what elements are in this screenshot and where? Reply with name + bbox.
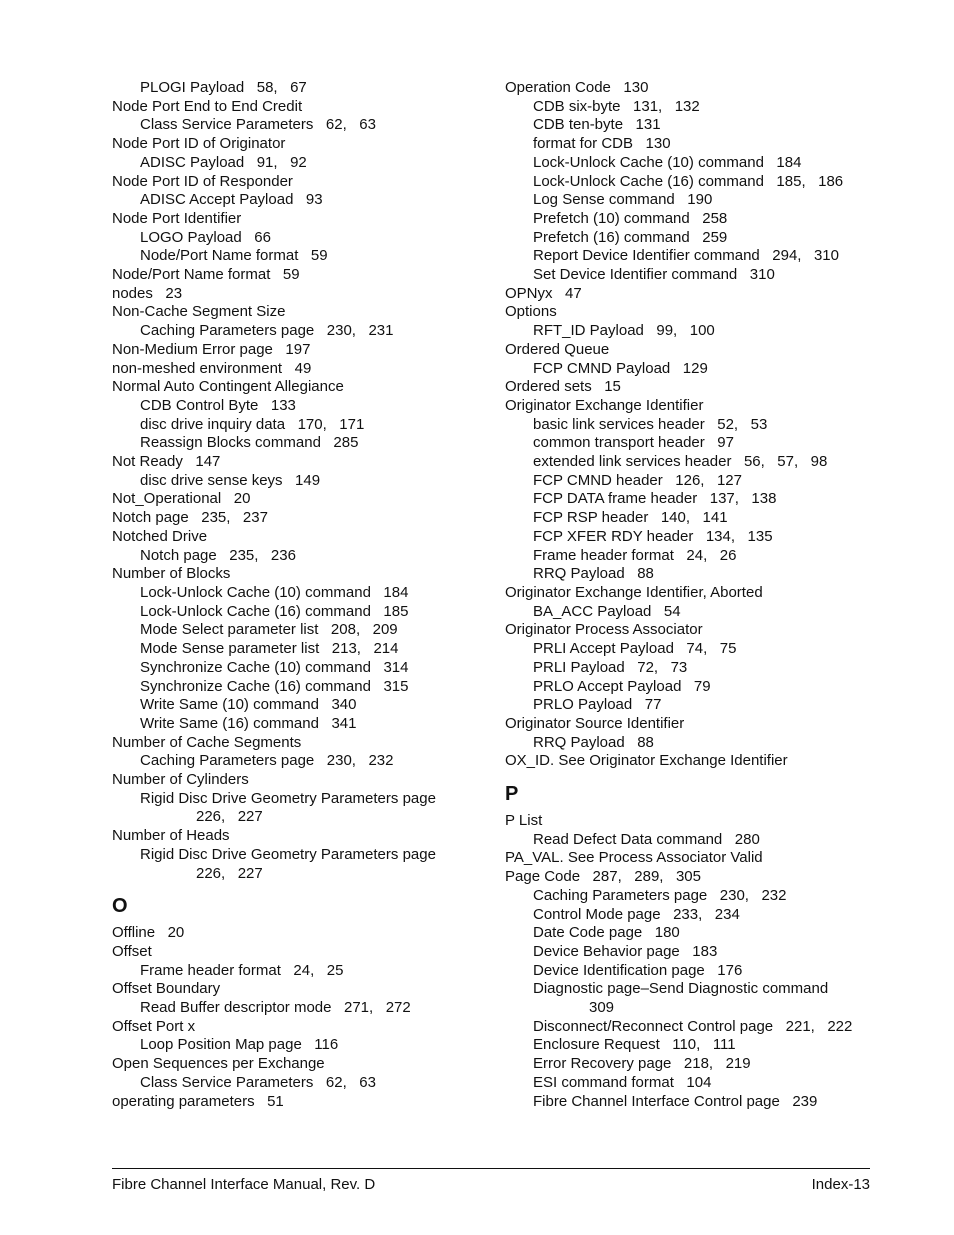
index-sub-entry: CDB ten-byte 131	[533, 116, 661, 134]
index-sub-entry: RFT_ID Payload 99, 100	[533, 322, 715, 340]
index-sub-entry: ADISC Accept Payload 93	[140, 191, 323, 209]
section-letter-heading: P	[505, 783, 519, 806]
index-sub-entry: Class Service Parameters 62, 63	[140, 116, 376, 134]
index-sub-entry: Lock-Unlock Cache (16) command 185, 186	[533, 172, 844, 190]
index-sub-entry: 226, 227	[196, 864, 263, 882]
index-sub-entry: Loop Position Map page 116	[140, 1036, 339, 1054]
index-sub-entry: Mode Sense parameter list 213, 214	[140, 640, 399, 658]
index-sub-entry: Write Same (16) command 341	[140, 714, 357, 732]
index-main-entry: Offset	[112, 942, 152, 960]
index-main-entry: Notched Drive	[112, 527, 208, 545]
index-sub-entry: disc drive inquiry data 170, 171	[140, 415, 365, 433]
index-sub-entry: FCP DATA frame header 137, 138	[533, 490, 777, 508]
index-sub-entry: PLOGI Payload 58, 67	[140, 79, 307, 96]
index-sub-entry: Synchronize Cache (16) command 315	[140, 677, 409, 695]
index-main-entry: Originator Process Associator	[505, 621, 703, 639]
index-main-entry: Node Port Identifier	[112, 209, 242, 227]
index-main-entry: P List	[505, 812, 543, 830]
index-sub-entry: Error Recovery page 218, 219	[533, 1055, 751, 1073]
index-sub-entry: LOGO Payload 66	[140, 228, 271, 246]
index-column-right	[505, 79, 875, 1111]
index-sub-entry: Caching Parameters page 230, 231	[140, 322, 394, 340]
index-sub-entry: Set Device Identifier command 310	[533, 266, 775, 284]
index-sub-entry: disc drive sense keys 149	[140, 471, 321, 489]
index-sub-entry: Read Defect Data command 280	[533, 830, 760, 848]
index-sub-entry: Enclosure Request 110, 111	[533, 1036, 736, 1054]
index-sub-entry: 309	[589, 999, 615, 1017]
footer-page-number: Index-13	[811, 1176, 870, 1193]
index-sub-entry: Prefetch (10) command 258	[533, 209, 728, 227]
index-main-entry: Not Ready 147	[112, 453, 221, 471]
index-main-entry: Number of Cache Segments	[112, 733, 302, 751]
index-main-entry: Non-Cache Segment Size	[112, 303, 286, 321]
index-main-entry: Node Port ID of Responder	[112, 172, 293, 190]
index-main-entry: Offset Port x	[112, 1017, 196, 1035]
index-sub-entry: Device Behavior page 183	[533, 942, 718, 960]
index-sub-entry: common transport header 97	[533, 434, 734, 452]
index-sub-entry: Frame header format 24, 26	[533, 546, 737, 564]
index-sub-entry: Frame header format 24, 25	[140, 961, 344, 979]
index-column-left	[112, 79, 482, 1111]
index-sub-entry: RRQ Payload 88	[533, 733, 654, 751]
index-main-entry: Offset Boundary	[112, 980, 221, 998]
index-sub-entry: Read Buffer descriptor mode 271, 272	[140, 999, 411, 1017]
section-letter-heading: O	[112, 895, 128, 918]
index-main-entry: OX_ID. See Originator Exchange Identifier	[505, 752, 788, 770]
index-sub-entry: Control Mode page 233, 234	[533, 905, 740, 923]
index-main-entry: Ordered sets 15	[505, 378, 621, 396]
index-sub-entry: CDB six-byte 131, 132	[533, 97, 700, 115]
index-sub-entry: Report Device Identifier command 294, 310	[533, 247, 839, 265]
index-sub-entry: basic link services header 52, 53	[533, 415, 768, 433]
index-sub-entry: PRLI Accept Payload 74, 75	[533, 640, 737, 658]
index-sub-entry: Lock-Unlock Cache (10) command 184	[140, 583, 409, 601]
index-sub-entry: Log Sense command 190	[533, 191, 713, 209]
index-main-entry: Operation Code 130	[505, 79, 649, 96]
index-main-entry: Open Sequences per Exchange	[112, 1055, 325, 1073]
index-sub-entry: Prefetch (16) command 259	[533, 228, 728, 246]
index-main-entry: OPNyx 47	[505, 284, 582, 302]
index-sub-entry: Node/Port Name format 59	[140, 247, 328, 265]
index-sub-entry: Caching Parameters page 230, 232	[140, 752, 394, 770]
index-main-entry: Normal Auto Contingent Allegiance	[112, 378, 344, 396]
index-main-entry: Number of Cylinders	[112, 771, 249, 789]
index-main-entry: Originator Exchange Identifier, Aborted	[505, 583, 763, 601]
index-main-entry: Number of Blocks	[112, 565, 231, 583]
index-sub-entry: RRQ Payload 88	[533, 565, 654, 583]
index-main-entry: nodes 23	[112, 284, 183, 302]
index-main-entry: Number of Heads	[112, 827, 230, 845]
index-sub-entry: Date Code page 180	[533, 924, 680, 942]
index-sub-entry: Lock-Unlock Cache (10) command 184	[533, 153, 802, 171]
index-sub-entry: PRLO Payload 77	[533, 696, 662, 714]
index-main-entry: Non-Medium Error page 197	[112, 340, 311, 358]
index-sub-entry: Synchronize Cache (10) command 314	[140, 658, 409, 676]
index-sub-entry: Diagnostic page–Send Diagnostic command	[533, 980, 829, 998]
index-sub-entry: Reassign Blocks command 285	[140, 434, 359, 452]
index-sub-entry: FCP XFER RDY header 134, 135	[533, 527, 773, 545]
index-sub-entry: CDB Control Byte 133	[140, 396, 296, 414]
index-sub-entry: ESI command format 104	[533, 1073, 712, 1091]
index-main-entry: operating parameters 51	[112, 1092, 284, 1110]
index-sub-entry: BA_ACC Payload 54	[533, 602, 681, 620]
index-sub-entry: PRLI Payload 72, 73	[533, 658, 688, 676]
index-main-entry: non-meshed environment 49	[112, 359, 312, 377]
index-sub-entry: Rigid Disc Drive Geometry Parameters page	[140, 845, 436, 863]
index-sub-entry: format for CDB 130	[533, 135, 671, 153]
index-main-entry: Originator Exchange Identifier	[505, 396, 704, 414]
index-main-entry: Options	[505, 303, 557, 321]
index-sub-entry: Rigid Disc Drive Geometry Parameters page	[140, 789, 436, 807]
index-main-entry: Page Code 287, 289, 305	[505, 868, 701, 886]
index-sub-entry: Disconnect/Reconnect Control page 221, 222	[533, 1017, 853, 1035]
index-sub-entry: PRLO Accept Payload 79	[533, 677, 711, 695]
index-sub-entry: FCP RSP header 140, 141	[533, 509, 728, 527]
index-sub-entry: Fibre Channel Interface Control page 239	[533, 1092, 818, 1110]
index-main-entry: Offline 20	[112, 924, 185, 942]
index-main-entry: Originator Source Identifier	[505, 714, 685, 732]
footer-title: Fibre Channel Interface Manual, Rev. D	[112, 1176, 376, 1193]
index-sub-entry: Lock-Unlock Cache (16) command 185	[140, 602, 409, 620]
index-sub-entry: Write Same (10) command 340	[140, 696, 357, 714]
index-main-entry: Not_Operational 20	[112, 490, 251, 508]
index-sub-entry: Notch page 235, 236	[140, 546, 296, 564]
index-main-entry: PA_VAL. See Process Associator Valid	[505, 849, 763, 867]
index-sub-entry: ADISC Payload 91, 92	[140, 153, 307, 171]
footer-rule	[112, 1168, 870, 1169]
index-sub-entry: Caching Parameters page 230, 232	[533, 886, 787, 904]
index-sub-entry: Device Identification page 176	[533, 961, 743, 979]
index-sub-entry: extended link services header 56, 57, 98	[533, 453, 828, 471]
index-sub-entry: FCP CMND Payload 129	[533, 359, 708, 377]
index-sub-entry: 226, 227	[196, 808, 263, 826]
index-sub-entry: Mode Select parameter list 208, 209	[140, 621, 398, 639]
index-sub-entry: FCP CMND header 126, 127	[533, 471, 742, 489]
index-main-entry: Node/Port Name format 59	[112, 266, 300, 284]
index-main-entry: Notch page 235, 237	[112, 509, 268, 527]
index-main-entry: Ordered Queue	[505, 340, 610, 358]
index-sub-entry: Class Service Parameters 62, 63	[140, 1073, 376, 1091]
index-main-entry: Node Port ID of Originator	[112, 135, 286, 153]
index-main-entry: Node Port End to End Credit	[112, 97, 303, 115]
